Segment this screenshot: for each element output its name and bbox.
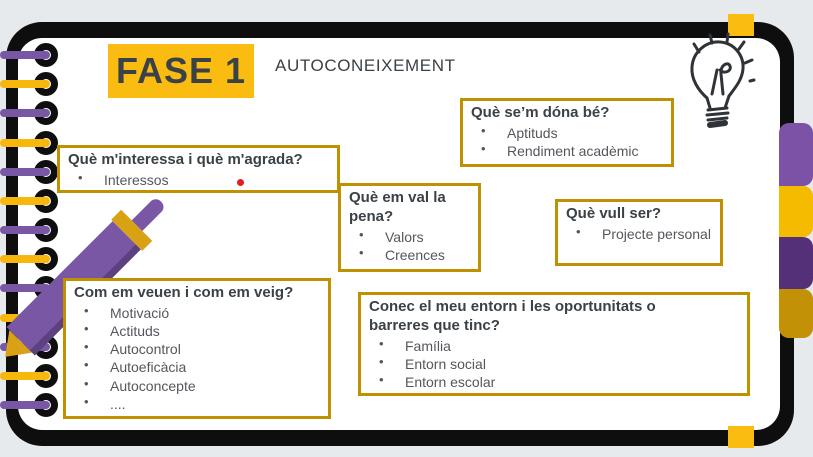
ring-wire bbox=[0, 255, 50, 263]
ring-wire bbox=[0, 197, 50, 205]
phase-label: FASE 1 bbox=[115, 50, 247, 91]
slide-title: AUTOCONEIXEMENT bbox=[275, 56, 456, 75]
bullet-item: • Actituds bbox=[74, 322, 320, 340]
question-box-strengths bbox=[460, 98, 674, 167]
question-box-environment bbox=[358, 292, 750, 396]
side-tab-dark-gold[interactable] bbox=[779, 289, 813, 338]
bookmark-mark-bottom bbox=[728, 426, 754, 448]
bullet-item: • Autoconcepte bbox=[74, 377, 320, 395]
question-box-goal bbox=[555, 199, 723, 266]
spiral-ring bbox=[0, 131, 60, 155]
ring-wire bbox=[0, 80, 50, 88]
spiral-ring bbox=[0, 160, 60, 184]
question-heading: Què vull ser? bbox=[566, 205, 662, 222]
side-tab-dark-purple[interactable] bbox=[779, 237, 813, 289]
question-heading: Conec el meu entorn i les oportunitats o barreres que tinc? bbox=[369, 298, 656, 334]
question-heading: Què se’m dóna bé? bbox=[471, 104, 610, 121]
ring-wire bbox=[0, 226, 50, 234]
bullet-list bbox=[68, 171, 329, 189]
question-box-interests bbox=[57, 145, 340, 193]
spiral-ring bbox=[0, 393, 60, 417]
marker-tip bbox=[131, 196, 166, 231]
spiral-ring bbox=[0, 72, 60, 96]
side-tab-yellow[interactable] bbox=[779, 186, 813, 237]
spiral-ring bbox=[0, 43, 60, 67]
bullet-item: • Projecte personal bbox=[566, 225, 712, 243]
ring-wire bbox=[0, 372, 50, 380]
ring-wire bbox=[0, 168, 50, 176]
bullet-list bbox=[349, 228, 470, 264]
bullet-item: • Motivació bbox=[74, 304, 320, 322]
ring-wire bbox=[0, 109, 50, 117]
bullet-item: • Valors bbox=[349, 228, 470, 246]
question-heading: Com em veuen i com em veig? bbox=[74, 284, 294, 301]
spiral-ring bbox=[0, 364, 60, 388]
bullet-item: • Entorn escolar bbox=[369, 373, 739, 391]
bullet-item: • Entorn social bbox=[369, 355, 739, 373]
bullet-list bbox=[566, 225, 712, 243]
question-box-values bbox=[338, 183, 481, 272]
spiral-ring bbox=[0, 247, 60, 271]
laser-pointer-dot bbox=[237, 179, 244, 186]
bullet-item: • .... bbox=[74, 395, 320, 413]
ring-wire bbox=[0, 139, 50, 147]
ring-wire bbox=[0, 51, 50, 59]
bullet-item: • Autoeficàcia bbox=[74, 358, 320, 376]
bullet-item: • Creences bbox=[349, 246, 470, 264]
bullet-list bbox=[471, 124, 663, 160]
question-heading: Què m'interessa i què m'agrada? bbox=[68, 151, 303, 168]
question-heading: Què em val la pena? bbox=[349, 189, 446, 225]
phase-label-box bbox=[108, 44, 254, 98]
bullet-list bbox=[74, 304, 320, 413]
question-box-self-image bbox=[63, 278, 331, 419]
spiral-ring bbox=[0, 218, 60, 242]
lightbulb-icon bbox=[676, 32, 760, 141]
bullet-item: • Autocontrol bbox=[74, 340, 320, 358]
spiral-ring bbox=[0, 101, 60, 125]
side-tab-purple[interactable] bbox=[779, 123, 813, 186]
ring-wire bbox=[0, 401, 50, 409]
bullet-item: • Aptituds bbox=[471, 124, 663, 142]
bullet-list bbox=[369, 337, 739, 392]
bullet-item: • Interessos bbox=[68, 171, 329, 189]
spiral-ring bbox=[0, 189, 60, 213]
bullet-item: • Rendiment acadèmic bbox=[471, 142, 663, 160]
bullet-item: • Família bbox=[369, 337, 739, 355]
spiral-binding bbox=[0, 43, 60, 423]
